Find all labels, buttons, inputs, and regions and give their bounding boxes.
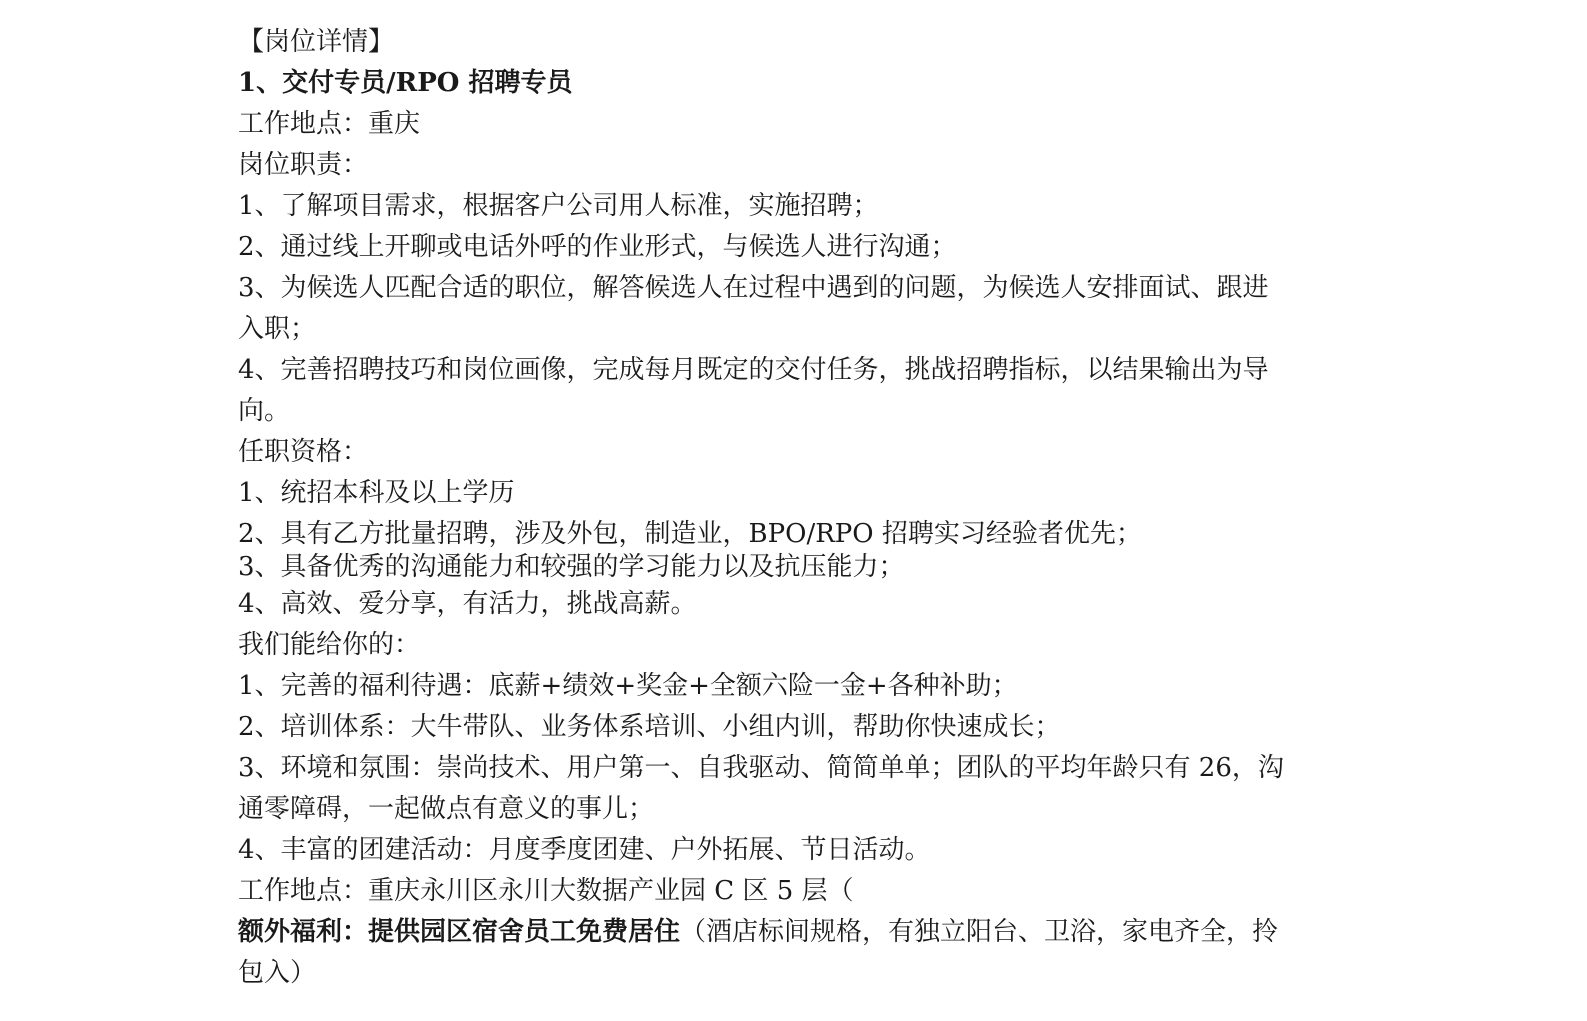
duty-item-continued: 向。 — [238, 396, 291, 426]
job-description-document — [238, 22, 1338, 994]
extra-benefit-continued: 包入） — [238, 958, 317, 988]
benefit-item-continued: 通零障碍，一起做点有意义的事儿； — [238, 794, 655, 824]
qualification-item: 1、统招本科及以上学历 — [238, 478, 515, 508]
duty-item-continued: 入职； — [238, 314, 317, 344]
qualifications-heading: 任职资格： — [238, 437, 369, 467]
section-header: 【岗位详情】 — [238, 27, 395, 57]
duty-item: 3、为候选人匹配合适的职位，解答候选人在过程中遇到的问题，为候选人安排面试、跟进 — [238, 273, 1269, 303]
work-location-line: 工作地点：重庆 — [238, 109, 421, 139]
benefit-item: 2、培训体系：大牛带队、业务体系培训、小组内训，帮助你快速成长； — [238, 712, 1061, 742]
qualification-item: 3、具备优秀的沟通能力和较强的学习能力以及抗压能力； — [238, 552, 905, 582]
work-location-address: 工作地点：重庆永川区永川大数据产业园 C 区 5 层（ — [238, 876, 854, 906]
job-title: 1、交付专员/RPO 招聘专员 — [238, 68, 573, 98]
benefit-item: 4、丰富的团建活动：月度季度团建、户外拓展、节日活动。 — [238, 835, 931, 865]
qualification-item: 2、具有乙方批量招聘，涉及外包，制造业，BPO/RPO 招聘实习经验者优先； — [238, 519, 1142, 549]
benefit-item: 3、环境和氛围：崇尚技术、用户第一、自我驱动、简简单单；团队的平均年龄只有 26，沟 — [238, 753, 1284, 783]
extra-benefit-line — [238, 912, 1338, 953]
benefit-item: 1、完善的福利待遇：底薪+绩效+奖金+全额六险一金+各种补助； — [238, 671, 1018, 701]
duties-heading: 岗位职责： — [238, 150, 369, 180]
qualification-item: 4、高效、爱分享，有活力，挑战高薪。 — [238, 589, 697, 619]
extra-benefit-label: 额外福利：提供园区宿舍员工免费居住 — [238, 917, 681, 947]
duty-item: 1、了解项目需求，根据客户公司用人标准，实施招聘； — [238, 191, 879, 221]
benefits-heading: 我们能给你的： — [238, 630, 421, 660]
extra-benefit-detail: （酒店标间规格，有独立阳台、卫浴，家电齐全，拎 — [680, 917, 1279, 947]
duty-item: 4、完善招聘技巧和岗位画像，完成每月既定的交付任务，挑战招聘指标，以结果输出为导 — [238, 355, 1269, 385]
duty-item: 2、通过线上开聊或电话外呼的作业形式，与候选人进行沟通； — [238, 232, 957, 262]
